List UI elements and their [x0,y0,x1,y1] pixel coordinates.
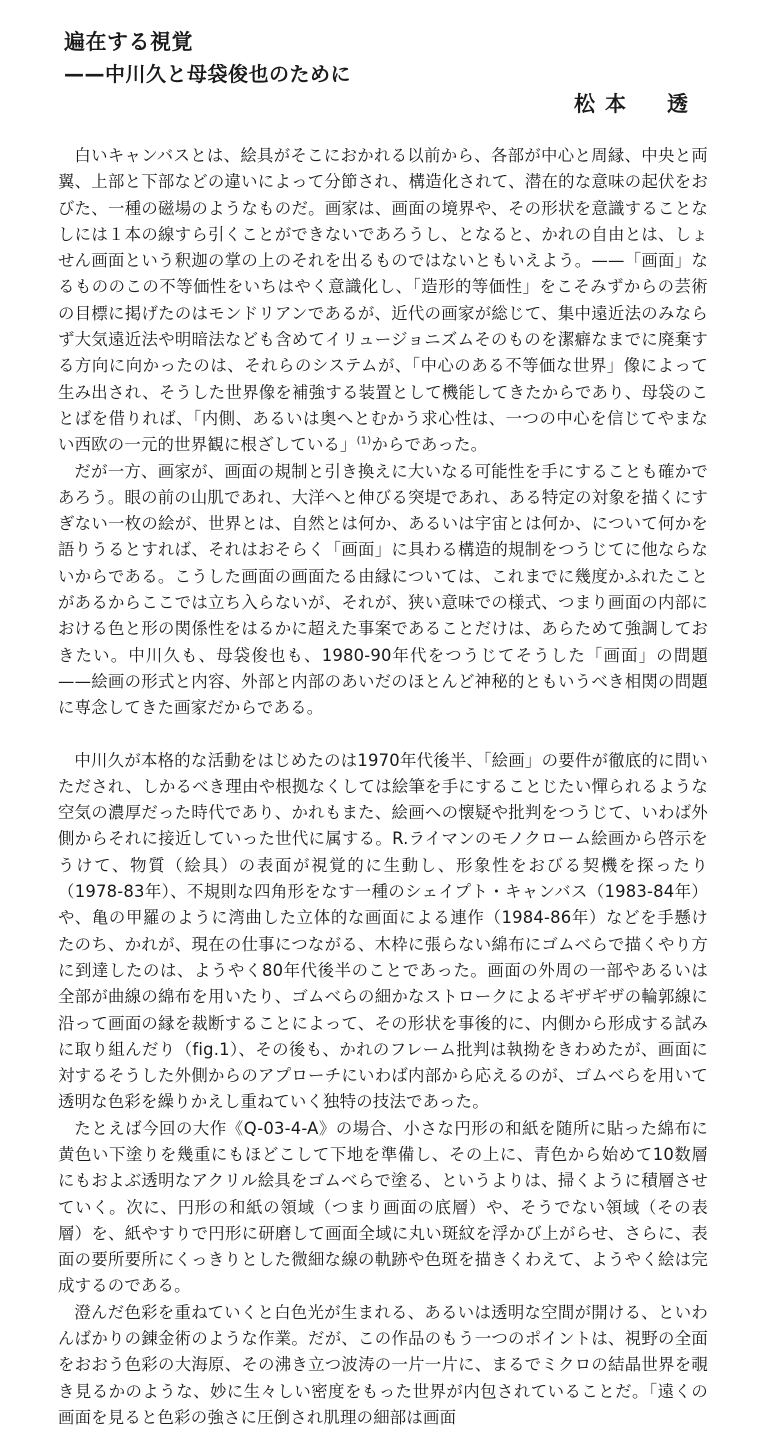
footnote-reference: (1) [356,435,372,447]
article-body [58,143,708,1431]
paragraph-1-main: 白いキャンバスとは、絵具がそこにおかれる以前から、各部が中心と周縁、中央と両翼、上部と下部などの違いによって分節され、構造化されて、潜在的な意味の起伏をおびた、一種の磁場のようなものだ。画家は、画面の境界や、その形状を意識することなしには１本の線すら引くことができないであろうし、となると、かれの自由とは、しょせん画面という釈迦の掌の上のそれを出るものではないともいえよう。——「画面」なるもののこの不等価性をいちはやく意識化し、「造形的等価性」をこそみずからの芸術の目標に掲げたのはモンドリアンであるが、近代の画家が総じて、集中遠近法のみならず大気遠近法や明暗法なども含めてイリュージョニズムそのものを潔癖なまでに廃棄する方向に向かったのは、それらのシステムが、「中心のある不等価な世界」像によって生み出され、そうした世界像を補強する装置として機能してきたからであり、母袋のことばを借りれば、「内側、あるいは奥へとむかう求心性は、一つの中心を信じてやまない西欧の一元的世界観に根ざしている」 [58,146,708,455]
author-name: 松本 透 [574,92,698,116]
section-gap [58,722,708,748]
article-subtitle: ——中川久と母袋俊也のために [64,62,351,86]
paragraph-1-tail: からであった。 [371,435,488,455]
paragraph-1 [58,143,708,459]
paragraph-3: 中川久が本格的な活動をはじめたのは1970年代後半、「絵画」の要件が徹底的に問いただされ、しかるべき理由や根拠なくしては絵筆を手にすることじたい憚られるような空気の濃厚だった時代であり、かれもまた、絵画への懐疑や批判をつうじて、いわば外側からそれに接近していった世代に属する。R.ライマンのモノクローム絵画から啓示をうけて、物質（絵具）の表面が視覚的に生動し、形象性をおびる契機を探ったり（1978-83年）、不規則な四角形をなす一種のシェイプト・キャンバス（1983-84年）や、亀の甲羅のように湾曲した立体的な画面による連作（1984-86年）などを手懸けたのち、かれが、現在の仕事につながる、木枠に張らない綿布にゴムべらで描くやり方に到達したのは、ようやく80年代後半のことであった。画面の外周の一部やあるいは全部が曲線の綿布を用いたり、ゴムべらの細かなストロークによるギザギザの輪郭線に沿って画面の縁を裁断することによって、その形状を事後的に、内側から形成する試みに取り組んだり（fig.1）、その後も、かれのフレーム批判は執拗をきわめたが、画面に対するそうした外側からのアプローチにいわば内部から応えるのが、ゴムべらを用いて透明な色彩を繰りかえし重ねていく独特の技法であった。 [58,750,708,1112]
paragraph-4: たとえば今回の大作《Q-03-4-A》の場合、小さな円形の和紙を随所に貼った綿布に黄色い下塗りを幾重にもほどこして下地を準備し、その上に、青色から始めて10数層にもおよぶ透明なアクリル絵具をゴムべらで塗る、というよりは、掃くように積層させていく。次に、円形の和紙の領域（つまり画面の底層）や、そうでない領域（その表層）を、紙やすりで円形に研磨して画面全域に丸い斑紋を浮かび上がらせ、さらに、表面の要所要所にくっきりとした微細な線の軌跡や色斑を描きくわえて、ようやく絵は完成するのである。 [58,1118,708,1296]
paragraph-2: だが一方、画家が、画面の規制と引き換えに大いなる可能性を手にすることも確かであろう。眼の前の山肌であれ、大洋へと伸びる突堤であれ、ある特定の対象を描くにすぎない一枚の絵が、世界とは、自然とは何か、あるいは宇宙とは何か、について何かを語りうるとすれば、それはおそらく「画面」に具わる構造的規制をつうじてに他ならないからである。こうした画面の画面たる由縁については、これまでに幾度かふれたことがあるからここでは立ち入らないが、それが、狭い意味での様式、つまり画面の内部における色と形の関係性をはるかに超えた事案であることだけは、あらためて強調しておきたい。中川久も、母袋俊也も、1980-90年代をつうじてそうした「画面」の問題——絵画の形式と内容、外部と内部のあいだのほとんど神秘的ともいうべき相関の問題に専念してきた画家だからである。 [58,461,708,718]
paragraph-5: 澄んだ色彩を重ねていくと白色光が生まれる、あるいは透明な空間が開ける、といわんばかりの錬金術のような作業。だが、この作品のもう一つのポイントは、視野の全面をおおう色彩の大海原、その沸き立つ波涛の一片一片に、まるでミクロの結晶世界を覗き見るかのような、妙に生々しい密度をもった世界が内包されていることだ。「遠くの画面を見ると色彩の強さに圧倒され肌理の細部は画面 [58,1302,708,1427]
article-title: 遍在する視覚 [64,30,193,54]
